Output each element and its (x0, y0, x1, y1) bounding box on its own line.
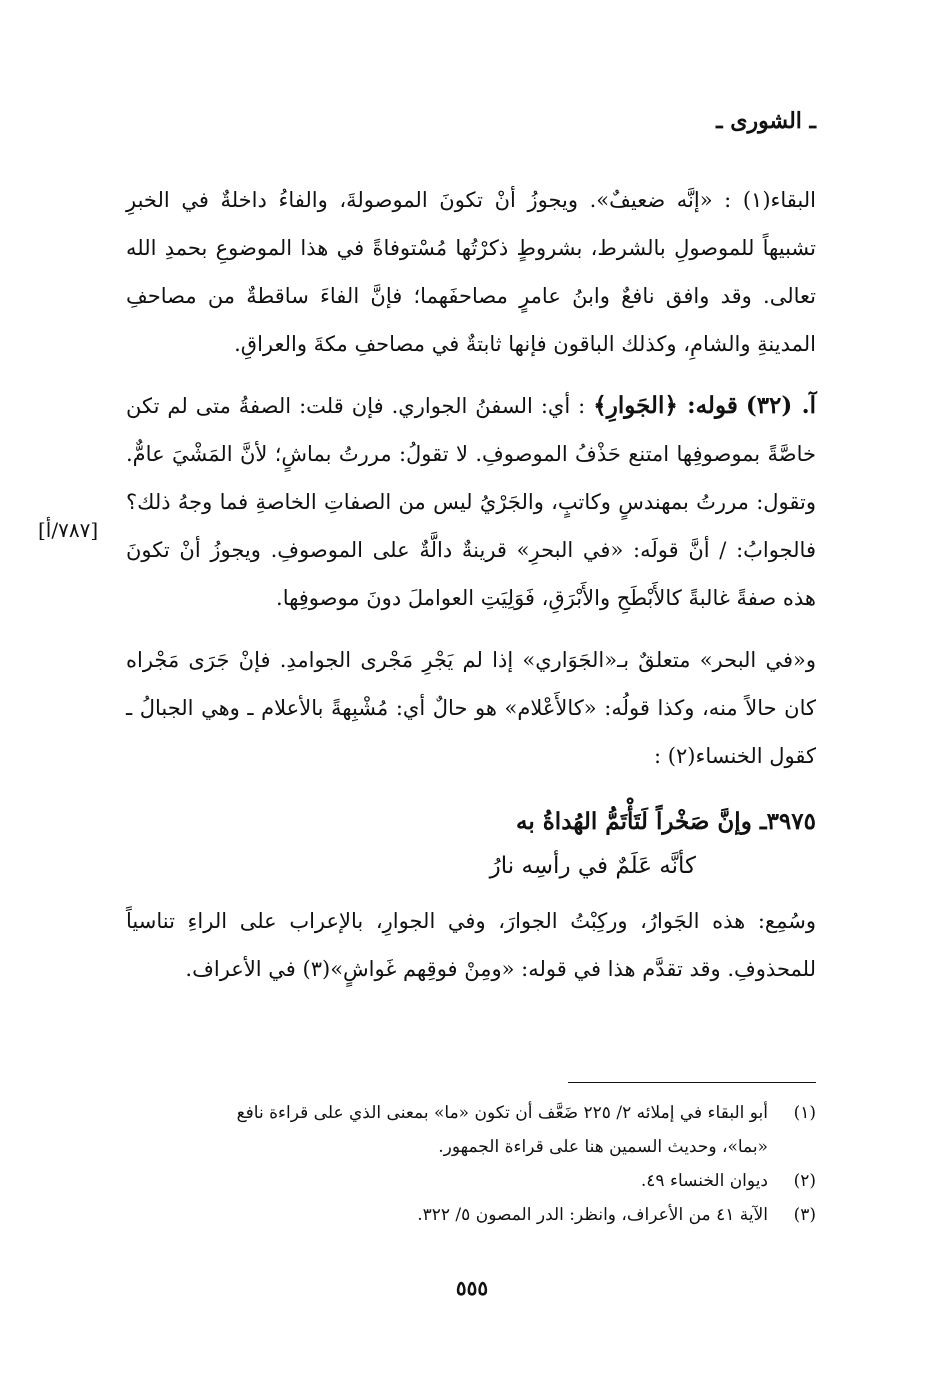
verse-number: آ. (٣٢) (745, 392, 817, 419)
poem-hemistich-2: كأنَّه عَلَمٌ في رأسِه نارُ (489, 853, 696, 879)
footnote-1 (126, 1096, 816, 1130)
footnote-number: (٢) (793, 1171, 816, 1191)
footnote-3 (126, 1198, 816, 1232)
after-poem-text (126, 897, 816, 993)
footnotes (126, 1096, 816, 1232)
footnote-text: أبو البقاء في إملائه ٢/ ٢٢٥ ضَعَّف أن تكون «ما» بمعنى الذي على قراءة نافع (236, 1103, 768, 1123)
verse-quote: قوله: ﴿الجَوارِ﴾ (593, 392, 738, 419)
footnote-number: (٣) (793, 1205, 816, 1225)
poem-number: ٣٩٧٥ـ (759, 808, 816, 835)
footnote-divider (568, 1082, 816, 1083)
manuscript-folio-ref: [٧٨٧/أ] (38, 518, 99, 542)
footnote-text: الآية ٤١ من الأعراف، وانظر: الدر المصون ٥/ ٣٢٢. (417, 1205, 768, 1225)
footnote-1-continuation: «بما»، وحديث السمين هنا على قراءة الجمهور. (438, 1137, 768, 1157)
poem-line-1 (126, 800, 816, 844)
paragraph-4: وسُمِع: هذه الجَوارُ، وركِبْتُ الجوارَ، وفي الجوارِ، بالإعراب على الراءِ تناسياً للمحذوفِ. وقد تقدَّم هذا في قوله: «ومِنْ فوقِهم غَواشٍ»(٣) في الأعراف. (126, 909, 816, 981)
poem-hemistich-1: وإنَّ صَخْراً لَتَأْتَمُّ الهُداةُ به (516, 808, 752, 835)
paragraph-2: قلت: الصفةُ متى لم تكن خاصَّةً بموصوفِها امتنع حَذْفُ الموصوفِ. لا تقولُ: مررتُ بماشٍ؛ لأنَّ المَشْيَ عامٌّ. وتقول: مررتُ بمهندسٍ وكاتبٍ، والجَرْيُ ليس من الصفاتِ الخاصةِ فما وجهُ ذلك؟ فالجوابُ: / أنَّ قولَه: «في البحرِ» قرينةٌ دالَّةٌ على الموصوفِ. ويجوزُ أنْ تكونَ هذه صفةً غالبةً كالأَبْطَحِ والأَبْرَقِ، فَوَلِيَتِ العواملَ دونَ موصوفِها. (126, 394, 816, 610)
paragraph-1: البقاء(١) : «إنَّه ضعيفٌ». ويجوزُ أنْ تكونَ الموصولةَ، والفاءُ داخلةٌ في الخبرِ تشبيهاً للموصولِ بالشرط، بشروطٍ ذكرْتُها مُسْتوفاةً في هذا الموضوعِ بحمدِ الله تعالى. وقد وافق نافعٌ وابنُ عامرٍ مصاحفَهما؛ فإنَّ الفاءَ ساقطةٌ من مصاحفِ المدينةِ والشامِ، وكذلك الباقون فإنها ثابتةٌ في مصاحفِ مكةَ والعراقِ. (126, 188, 816, 356)
verse-gloss: : أي: السفنُ الجواري. فإن (351, 394, 586, 418)
poem-verse (126, 800, 816, 888)
footnote-2 (126, 1164, 816, 1198)
paragraph-3: و«في البحر» متعلقٌ بـ«الجَوَاري» إذا لم يَجْرِ مَجْرى الجوامدِ. فإنْ جَرَى مَجْراه كان حالاً منه، وكذا قولُه: «كالأَعْلام» هو حالٌ أي: مُشْبِهةً بالأعلام ـ وهي الجبالُ ـ كقول الخنساء(٢) : (126, 648, 816, 768)
footnote-number: (١) (793, 1103, 816, 1123)
paragraph-verse-32 (126, 382, 816, 622)
main-text (126, 176, 816, 780)
page-number: ٥٥٥ (455, 1276, 489, 1300)
footnote-text: ديوان الخنساء ٤٩. (640, 1171, 768, 1191)
running-header: ـ الشورى ـ (716, 108, 816, 134)
